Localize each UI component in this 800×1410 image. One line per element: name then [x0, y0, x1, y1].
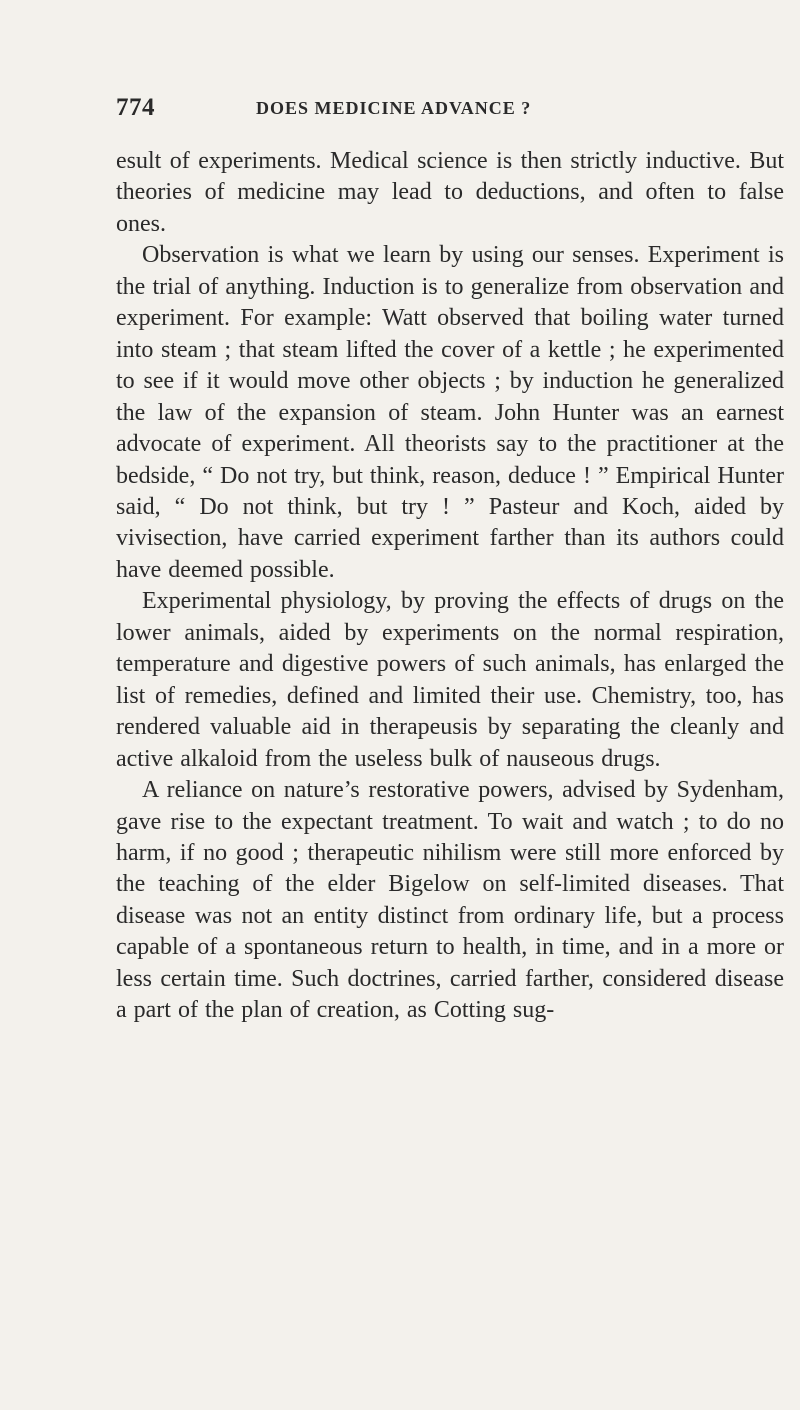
paragraph-observation: Observation is what we learn by using our senses. Experiment is the trial of anything. Induction is to generalize from observation and experiment. For example: Watt observed that boiling water turned into steam ; that steam lifted the cover of a kettle ; he experimented to see if it would move other objects ; by induction he generalized the law of the expansion of steam. John Hunter was an earnest advocate of experiment. All theorists say to the practitioner at the bedside, “ Do not try, but think, reason, deduce ! ” Empirical Hunter said, “ Do not think, but try ! ” Pasteur and Koch, aided by vivisection, have carried experiment farther than its authors could have deemed possible. [116, 242, 784, 583]
running-title: DOES MEDICINE ADVANCE ? [256, 98, 532, 118]
paragraph-continuation: esult of experiments. Medical science is then strictly inductive. But theories of medicine may lead to deductions, and often to false ones. [116, 148, 784, 237]
page-number: 774 [116, 94, 155, 121]
paragraph-experimental-physiology: Experimental physiology, by proving the effects of drugs on the lower animals, aided by experiments on the normal respiration, temperature and digestive powers of such animals, has enlarged the list of remedies, defined and limited their use. Chemistry, too, has rendered valuable aid in therapeusis by separating the cleanly and active alkaloid from the useless bulk of nauseous drugs. [116, 588, 784, 772]
page-header [116, 94, 696, 124]
paragraph-nature-reliance: A reliance on nature’s restorative powers, advised by Sydenham, gave rise to the expectant treatment. To wait and watch ; to do no harm, if no good ; therapeutic nihilism were still more enforced by the teaching of the elder Bigelow on self-limited diseases. That disease was not an entity distinct from ordinary life, but a process capable of a spontaneous return to health, in time, and in a more or less certain time. Such doctrines, carried farther, considered disease a part of the plan of creation, as Cotting sug- [116, 777, 784, 1024]
body-text [116, 146, 784, 1027]
